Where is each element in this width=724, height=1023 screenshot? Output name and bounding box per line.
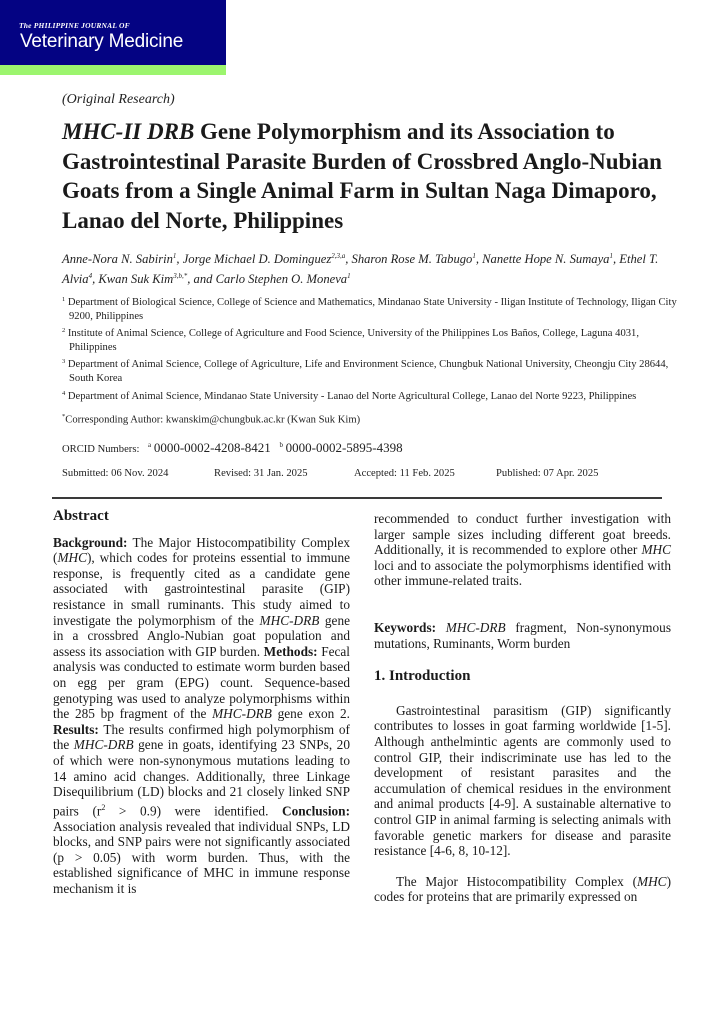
background-label: Background: bbox=[53, 534, 128, 550]
abstract-span: recommended to conduct further investigation with larger sample sizes including different goat breeds. Additionally, it is recommended to explore other bbox=[374, 511, 671, 558]
author-affiliation-mark: 4 bbox=[88, 272, 93, 281]
orcid-mark-a: a bbox=[148, 441, 152, 450]
author-name: Nanette Hope N. Sumaya bbox=[482, 252, 610, 267]
orcid-b[interactable]: 0000-0002-5895-4398 bbox=[285, 440, 403, 455]
keywords-label: Keywords: bbox=[374, 619, 437, 635]
author-affiliation-mark: 2,3,a bbox=[331, 252, 346, 260]
abstract-span: Association analysis revealed that individual SNPs, LD blocks, and SNP pairs were not significantly associated (p > 0.05) with worm burden. Thus, with the established significance of MHC in immune response mechanism it is bbox=[53, 818, 350, 897]
abstract-span: gene in a crossbred Anglo-Nubian goat population and assess its association with GIP burden. bbox=[53, 612, 350, 659]
author-list bbox=[62, 248, 672, 288]
author-name: Kwan Suk Kim bbox=[98, 272, 174, 287]
abstract-column-left bbox=[53, 509, 350, 897]
date-published: Published: 07 Apr. 2025 bbox=[496, 468, 599, 479]
intro-span: ) codes for proteins that are primarily expressed on bbox=[374, 873, 671, 905]
intro-span: The Major Histocompatibility Complex ( bbox=[396, 873, 637, 889]
abstract-span: gene in goats, identifying 23 SNPs, 20 of which were non-synonymous mutations leading to 14 amino acid changes. Additionally, three Linkage Disequilibrium (LD) blocks and 21 closely linked SNP pairs (r bbox=[53, 737, 350, 819]
author-separator: , bbox=[475, 252, 483, 267]
abstract-span: gene exon 2. bbox=[271, 706, 350, 722]
affiliation-text: Department of Biological Science, College of Science and Mathematics, Mindanao State University - Iligan Institute of Technology, Iligan City 9200, Philippines bbox=[67, 297, 677, 323]
keywords bbox=[374, 620, 671, 651]
affiliation-list bbox=[62, 293, 682, 404]
abstract-italic: MHC-DRB bbox=[73, 737, 134, 753]
introduction-paragraph bbox=[374, 874, 671, 905]
orcid-numbers bbox=[62, 440, 403, 456]
author-separator: , bbox=[176, 252, 183, 267]
title-gene-name: MHC-II DRB bbox=[62, 119, 195, 144]
author bbox=[183, 252, 352, 266]
abstract-span: Fecal analysis was conducted to estimate worm burden based on egg per gram (EPG) count. Sequence-based genotyping was used to analyze polymorphisms within the 285 bp fragment of the bbox=[53, 643, 350, 722]
abstract-span: loci and to associate the polymorphisms identified with other immune-related traits. bbox=[374, 557, 671, 589]
author bbox=[62, 252, 183, 266]
affiliation bbox=[62, 387, 682, 404]
affiliation bbox=[62, 293, 682, 324]
affiliation-text: Department of Animal Science, College of Agriculture, Life and Environment Science, Chungbuk National University, Cheongju City 28644, South Korea bbox=[67, 359, 669, 385]
results-label: Results: bbox=[53, 721, 99, 737]
affiliation bbox=[62, 355, 682, 386]
journal-name: Veterinary Medicine bbox=[20, 31, 184, 52]
author-affiliation-mark: 1 bbox=[347, 272, 351, 281]
methods-label: Methods: bbox=[263, 643, 318, 659]
intro-italic: MHC bbox=[637, 873, 667, 889]
abstract-text bbox=[53, 535, 350, 897]
affiliation-text: Department of Animal Science, Mindanao State University - Lanao del Norte Agricultural College, Lanao del Norte 9223, Philippines bbox=[67, 390, 637, 402]
author bbox=[216, 272, 351, 286]
abstract-italic: MHC-DRB bbox=[259, 612, 320, 628]
abstract-heading: Abstract bbox=[53, 508, 109, 524]
author-separator: , bbox=[92, 272, 99, 287]
date-revised: Revised: 31 Jan. 2025 bbox=[214, 468, 308, 479]
keywords-text: fragment, Non-synonymous mutations, Ruminants, Worm burden bbox=[374, 619, 671, 651]
author-separator: , bbox=[612, 252, 620, 267]
author-affiliation-mark: 1 bbox=[172, 252, 177, 260]
introduction-heading: 1. Introduction bbox=[374, 668, 471, 685]
corresponding-author-text[interactable]: Corresponding Author: kwanskim@chungbuk.ac.kr (Kwan Suk Kim) bbox=[65, 414, 361, 426]
affiliation bbox=[62, 324, 682, 355]
abstract-italic: MHC bbox=[57, 550, 87, 566]
keyword-italic: MHC-DRB bbox=[445, 619, 506, 635]
author-name: Ethel T. Alvia bbox=[62, 252, 659, 287]
author-name: Jorge Michael D. Dominguez bbox=[182, 252, 332, 267]
date-accepted: Accepted: 11 Feb. 2025 bbox=[354, 468, 455, 479]
introduction-paragraph: Gastrointestinal parasitism (GIP) significantly contributes to losses in goat farming worldwide [1-5]. Although anthelmintic agents are commonly used to control GIP, their indiscriminate use has led to the development of resistant parasites and the accumulation of chemical residues in the environment and animal products [4-9]. A sustainable alternative to control GIP in animal farming is selecting animals with favorable genetic markers for disease and parasite resistance [4-6, 8, 10-12]. bbox=[374, 702, 671, 859]
journal-masthead bbox=[0, 0, 226, 75]
author-separator: , bbox=[345, 252, 352, 267]
abstract-italic: MHC-DRB bbox=[212, 706, 272, 722]
article-title bbox=[62, 117, 672, 235]
article-type: (Original Research) bbox=[62, 92, 175, 107]
abstract-span: The Major Histocompatibility Complex ( bbox=[53, 534, 350, 566]
abstract-span: ), which codes for proteins essential to immune response, is frequently cited as a candidate gene associated with gastrointestinal parasite (GIP) resistance in small ruminants. This study aimed to investigate the polymorphism of the bbox=[53, 550, 350, 628]
journal-subtitle: The PHILIPPINE JOURNAL OF bbox=[19, 21, 130, 30]
author-name: Sharon Rose M. Tabugo bbox=[351, 252, 473, 267]
masthead-accent-bar bbox=[0, 65, 226, 75]
author-name: Anne-Nora N. Sabirin bbox=[62, 252, 173, 267]
affiliation-number: 3 bbox=[62, 358, 66, 366]
affiliation-number: 4 bbox=[62, 389, 66, 397]
abstract-span: > 0.9) were identified. bbox=[105, 803, 283, 819]
abstract-italic: MHC bbox=[641, 542, 671, 558]
corresponding-author bbox=[62, 413, 360, 426]
author-separator: , and bbox=[187, 272, 216, 287]
affiliation-text: Institute of Animal Science, College of Agriculture and Food Science, University of the Philippines Los Baños, College, Laguna 4031, Philippines bbox=[67, 328, 639, 354]
affiliation-number: 1 bbox=[62, 296, 66, 303]
orcid-mark-b: b bbox=[279, 441, 283, 450]
date-submitted: Submitted: 06 Nov. 2024 bbox=[62, 468, 169, 479]
conclusion-label: Conclusion: bbox=[282, 803, 350, 819]
author-affiliation-mark: 1 bbox=[472, 252, 476, 260]
title-text: Gene Polymorphism and its Association to Gastrointestinal Parasite Burden of Crossbred Anglo-Nubian Goats from a Single Animal Farm in Sultan Naga Dimaporo, Lanao del Norte, Philippines bbox=[62, 119, 662, 233]
abstract-text-continued bbox=[374, 511, 671, 589]
author bbox=[352, 252, 483, 266]
author bbox=[98, 272, 215, 286]
author-affiliation-mark: 1 bbox=[609, 252, 613, 260]
abstract-superscript: 2 bbox=[101, 802, 106, 812]
author bbox=[482, 252, 619, 266]
header-divider bbox=[52, 497, 662, 499]
abstract-column-right bbox=[374, 511, 671, 905]
orcid-a[interactable]: 0000-0002-4208-8421 bbox=[153, 440, 271, 455]
orcid-label: ORCID Numbers: bbox=[62, 444, 143, 455]
corresponding-mark: * bbox=[62, 413, 66, 420]
author-affiliation-mark: 3,b,* bbox=[173, 272, 188, 281]
abstract-span: The results confirmed high polymorphism of the bbox=[53, 721, 350, 753]
author-name: Carlo Stephen O. Moneva bbox=[215, 272, 348, 287]
affiliation-number: 2 bbox=[62, 327, 66, 335]
